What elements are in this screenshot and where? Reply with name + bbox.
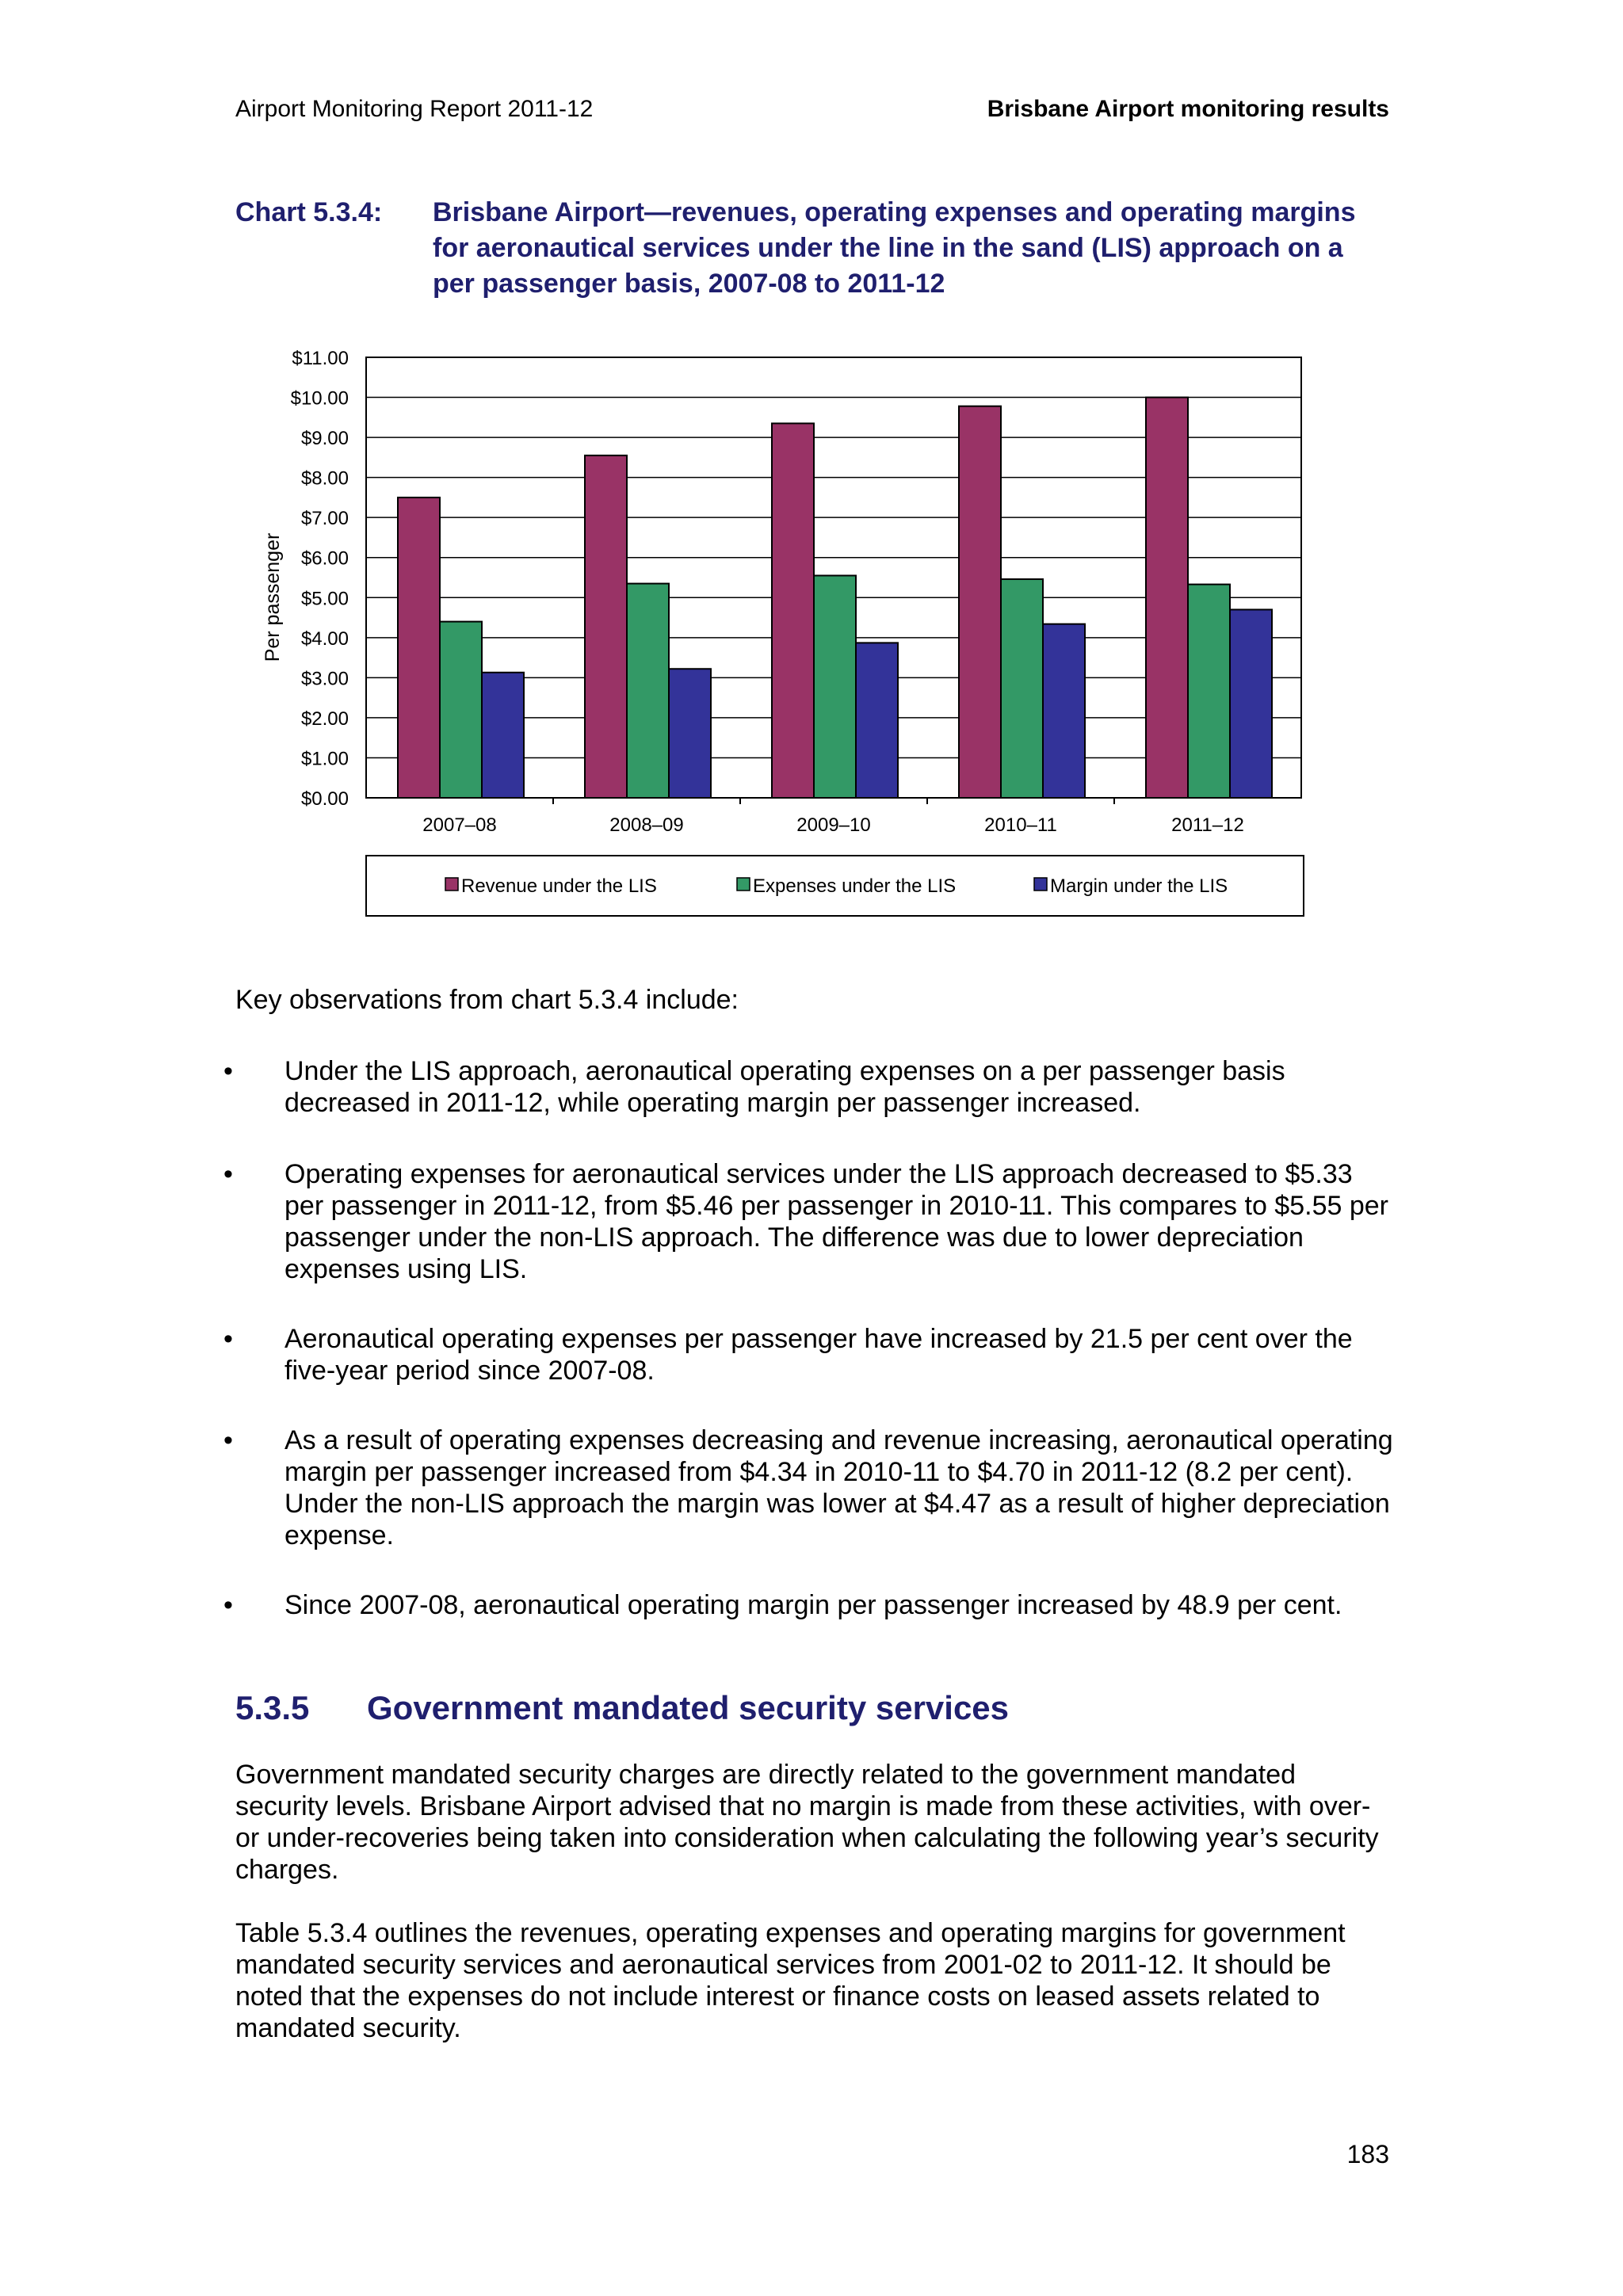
section-paragraph-2: Table 5.3.4 outlines the revenues, operating expenses and operating margins for government mandated security services and aeronautical services from 2001-02 to 2011-12. It should be noted that the expenses do not include interest or finance costs on leased assets related to mandated security. bbox=[235, 1918, 1346, 2043]
bar bbox=[1188, 585, 1230, 798]
chart-number-label: Chart 5.3.4: bbox=[235, 197, 383, 227]
legend-label: Revenue under the LIS bbox=[461, 875, 657, 897]
y-tick-label: $9.00 bbox=[300, 428, 349, 450]
bar bbox=[772, 423, 814, 798]
observation-item-4: As a result of operating expenses decreasing and revenue increasing, aeronautical operating margin per passenger increased from $4.34 in 2010-11 to $4.70 in 2011-12 (8.2 per cent). Under the non-LIS approach the margin was lower at $4.47 as a result of higher depreciation expense. bbox=[285, 1425, 1393, 1550]
x-tick-label: 2011–12 bbox=[1171, 814, 1244, 836]
bar bbox=[398, 498, 440, 798]
observation-item-5: Since 2007-08, aeronautical operating margin per passenger increased by 48.9 per cent. bbox=[285, 1590, 1342, 1620]
header-report-title: Airport Monitoring Report 2011-12 bbox=[235, 96, 594, 122]
y-tick-label: $2.00 bbox=[300, 707, 349, 730]
observation-item-1: Under the LIS approach, aeronautical operating expenses on a per passenger basis decreased in 2011-12, while operating margin per passenger increased. bbox=[285, 1056, 1285, 1118]
y-tick-label: $3.00 bbox=[300, 668, 349, 690]
bar bbox=[482, 673, 524, 798]
section-number: 5.3.5 bbox=[235, 1689, 310, 1726]
observation-item-2: Operating expenses for aeronautical services under the LIS approach decreased to $5.33 per passenger in 2011-12, from $5.46 per passenger in 2010-11. This compares to $5.55 per passenger under the non-LIS approach. The difference was due to lower depreciation expenses using LIS. bbox=[285, 1159, 1388, 1284]
bar bbox=[669, 669, 711, 798]
bar bbox=[1043, 624, 1085, 798]
y-tick-label: $11.00 bbox=[292, 348, 349, 369]
legend-swatch bbox=[737, 878, 750, 891]
y-tick-label: $6.00 bbox=[300, 547, 349, 570]
x-tick-label: 2007–08 bbox=[422, 814, 497, 836]
bar bbox=[856, 643, 898, 798]
x-tick-label: 2010–11 bbox=[984, 814, 1057, 836]
header-section-title: Brisbane Airport monitoring results bbox=[987, 96, 1389, 122]
bullet-marker: • bbox=[223, 1590, 233, 1620]
bullet-marker: • bbox=[223, 1159, 233, 1189]
observation-item-3: Aeronautical operating expenses per passenger have increased by 21.5 per cent over the five-year period since 2007-08. bbox=[285, 1324, 1353, 1386]
y-tick-label: $0.00 bbox=[300, 788, 349, 810]
y-axis-title: Per passenger bbox=[262, 532, 284, 662]
legend-label: Expenses under the LIS bbox=[753, 875, 957, 897]
bar bbox=[1230, 609, 1272, 798]
page-number: 183 bbox=[1346, 2140, 1389, 2168]
legend-swatch bbox=[1034, 878, 1047, 891]
x-tick-label: 2009–10 bbox=[796, 814, 871, 836]
legend-label: Margin under the LIS bbox=[1050, 875, 1228, 897]
bar bbox=[585, 456, 627, 798]
bar bbox=[959, 406, 1001, 798]
chart-title: Brisbane Airport—revenues, operating expenses and operating margins for aeronautical services under the line in the sand (LIS) approach on a per passenger basis, 2007-08 to 2011-12 bbox=[433, 197, 1356, 299]
y-tick-label: $4.00 bbox=[300, 627, 349, 650]
bar bbox=[627, 584, 669, 798]
bar bbox=[1001, 579, 1043, 798]
bar bbox=[814, 575, 856, 798]
bullet-marker: • bbox=[223, 1324, 233, 1354]
bullet-marker: • bbox=[223, 1056, 233, 1086]
legend-swatch bbox=[445, 878, 458, 891]
section-paragraph-1: Government mandated security charges are directly related to the government mandated security levels. Brisbane Airport advised that no margin is made from these activities, with over- or under-recoveries being taken into consideration when calculating the following year’s security charges. bbox=[235, 1760, 1379, 1885]
bullet-marker: • bbox=[223, 1425, 233, 1455]
y-tick-label: $10.00 bbox=[290, 387, 349, 410]
observations-intro: Key observations from chart 5.3.4 include: bbox=[235, 985, 739, 1015]
bar-chart bbox=[0, 0, 1623, 935]
x-tick-label: 2008–09 bbox=[609, 814, 684, 836]
section-title: Government mandated security services bbox=[367, 1689, 1010, 1726]
bar bbox=[1146, 398, 1188, 798]
y-tick-label: $7.00 bbox=[300, 508, 349, 530]
y-tick-label: $1.00 bbox=[300, 748, 349, 770]
bar bbox=[440, 622, 482, 798]
y-tick-label: $8.00 bbox=[300, 467, 349, 490]
y-tick-label: $5.00 bbox=[300, 588, 349, 610]
